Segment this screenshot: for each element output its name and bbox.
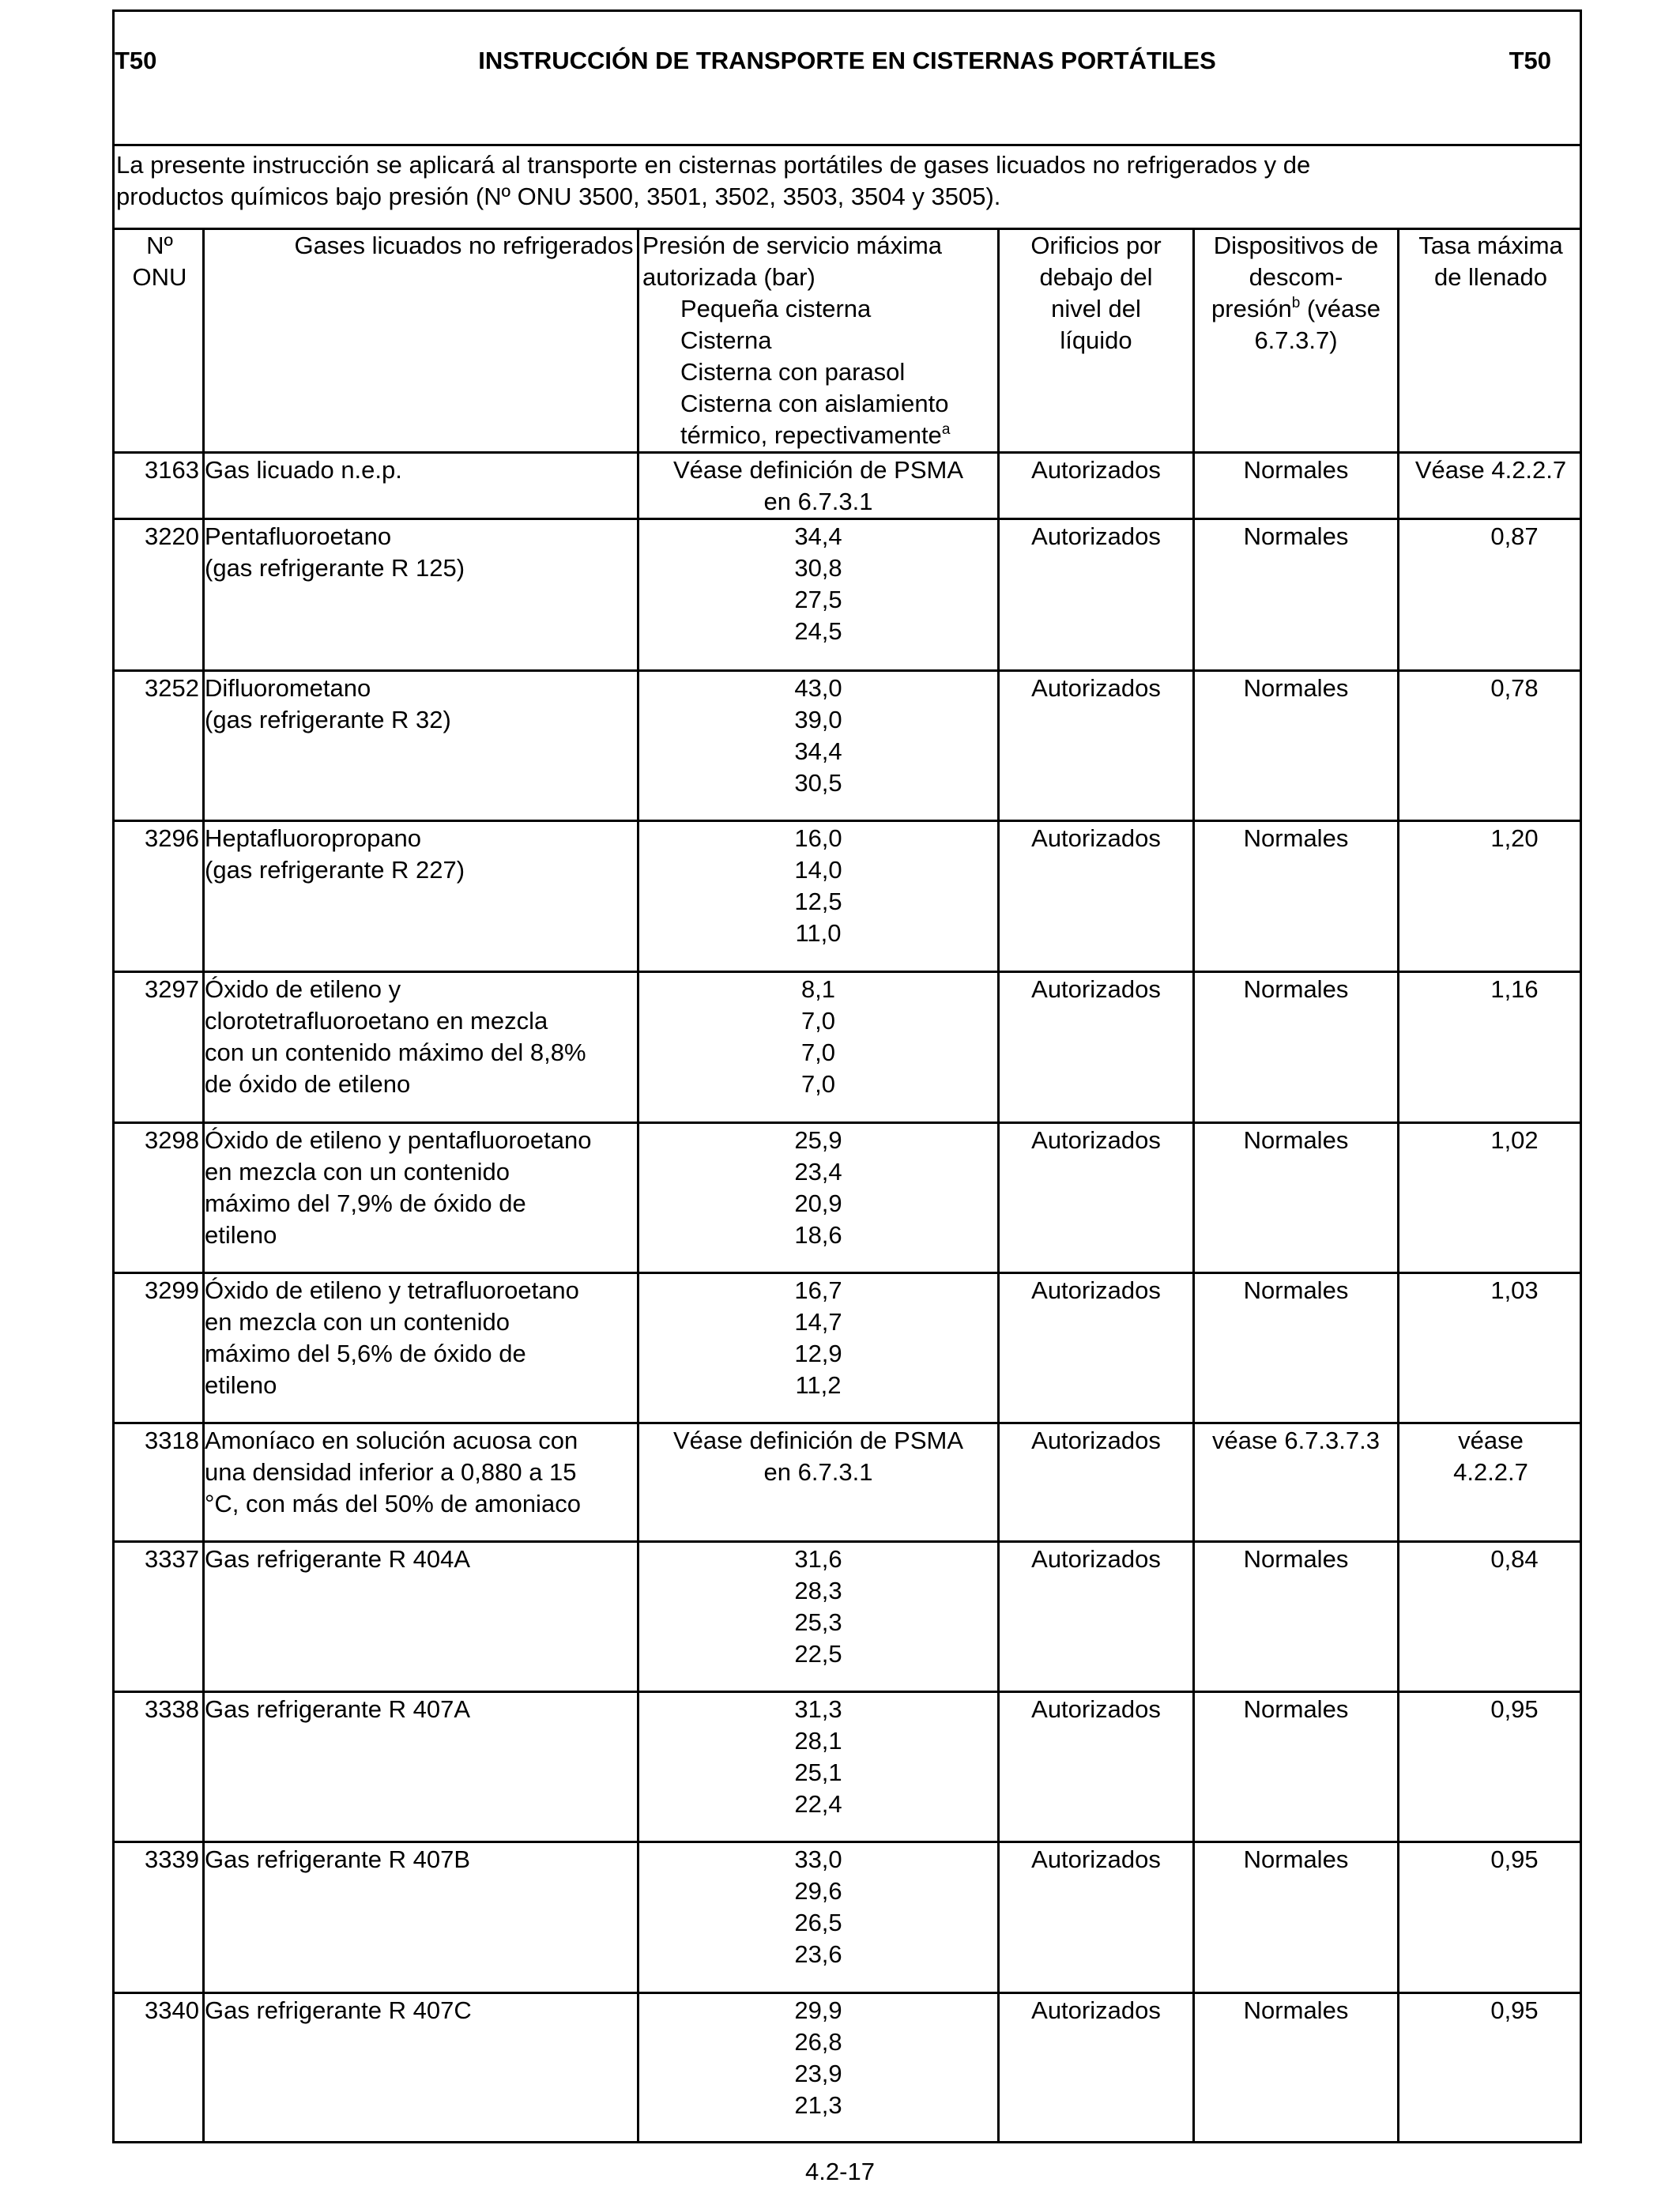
cell-onu-number bbox=[117, 1125, 199, 1156]
col-header-onu-line: ONU bbox=[132, 263, 187, 291]
dispositivos-value: Normales bbox=[1243, 674, 1349, 702]
cell-dispositivos bbox=[1195, 454, 1397, 486]
pressure-value: 30,8 bbox=[794, 554, 842, 582]
cell-onu-number bbox=[117, 673, 199, 704]
row-divider bbox=[115, 518, 1580, 520]
onu-number: 3299 bbox=[145, 1276, 199, 1304]
onu-number: 3252 bbox=[145, 674, 199, 702]
cell-pressure-values bbox=[639, 1694, 997, 1820]
cell-orificios bbox=[1000, 673, 1192, 704]
gas-name-line: clorotetrafluoroetano en mezcla bbox=[205, 1007, 548, 1035]
cell-pressure-values bbox=[639, 1995, 997, 2121]
col-header-tasa-line: de llenado bbox=[1433, 263, 1548, 291]
column-divider bbox=[202, 230, 205, 2141]
tasa-value: 0,95 bbox=[1490, 1695, 1539, 1723]
col-header-dispositivos-line: Dispositivos de bbox=[1213, 232, 1379, 259]
gas-name-line: Gas refrigerante R 407C bbox=[205, 1996, 472, 2024]
pressure-value: 7,0 bbox=[800, 1070, 836, 1098]
col-header-tasa-line: Tasa máxima bbox=[1418, 232, 1563, 259]
cell-orificios bbox=[1000, 1425, 1192, 1457]
cell-onu-number bbox=[117, 1275, 199, 1306]
orificios-value: Autorizados bbox=[1031, 824, 1161, 852]
cell-dispositivos bbox=[1195, 974, 1397, 1005]
cell-tasa-llenado bbox=[1399, 1275, 1582, 1306]
pressure-value: 23,6 bbox=[794, 1940, 842, 1968]
col-header-dispositivos-line: 6.7.3.7) bbox=[1254, 326, 1338, 354]
cell-onu-number bbox=[117, 1844, 199, 1875]
gas-name-line: Óxido de etileno y tetrafluoroetano bbox=[205, 1276, 579, 1304]
pressure-value: 34,4 bbox=[794, 737, 842, 765]
orificios-value: Autorizados bbox=[1031, 674, 1161, 702]
dispositivos-value: Normales bbox=[1243, 522, 1349, 550]
onu-number: 3163 bbox=[145, 456, 199, 484]
footnote-marker-a: a bbox=[941, 421, 951, 438]
gas-name-line: Óxido de etileno y pentafluoroetano bbox=[205, 1126, 592, 1154]
gas-name-line: máximo del 5,6% de óxido de bbox=[205, 1340, 526, 1367]
cell-tasa-llenado bbox=[1399, 1544, 1582, 1575]
cell-gas-name bbox=[205, 1275, 638, 1401]
cell-gas-name bbox=[205, 1694, 638, 1725]
cell-orificios bbox=[1000, 1844, 1192, 1875]
tasa-value: véase bbox=[1458, 1427, 1524, 1454]
cell-pressure-values bbox=[639, 1844, 997, 1970]
tasa-value: 1,16 bbox=[1490, 975, 1539, 1003]
cell-tasa-llenado bbox=[1399, 1125, 1582, 1156]
cell-gas-name bbox=[205, 454, 638, 486]
cell-orificios bbox=[1000, 1125, 1192, 1156]
pressure-value: 25,3 bbox=[794, 1608, 842, 1636]
col-header-dispositivos-text: presión bbox=[1211, 295, 1292, 322]
onu-number: 3338 bbox=[145, 1695, 199, 1723]
orificios-value: Autorizados bbox=[1031, 975, 1161, 1003]
cell-dispositivos bbox=[1195, 1544, 1397, 1575]
pressure-value: Véase definición de PSMA bbox=[672, 456, 964, 484]
gas-name-line: Gas refrigerante R 407A bbox=[205, 1695, 471, 1723]
pressure-value: 33,0 bbox=[794, 1845, 842, 1873]
cell-pressure-values bbox=[639, 521, 997, 647]
gas-name-line: (gas refrigerante R 32) bbox=[205, 706, 451, 733]
cell-onu-number bbox=[117, 1544, 199, 1575]
orificios-value: Autorizados bbox=[1031, 1427, 1161, 1454]
cell-gas-name bbox=[205, 974, 638, 1100]
column-divider bbox=[1397, 230, 1399, 2141]
cell-orificios bbox=[1000, 974, 1192, 1005]
tasa-value: 4.2.2.7 bbox=[1453, 1458, 1528, 1486]
substances-table bbox=[112, 228, 1582, 2143]
cell-dispositivos bbox=[1195, 1275, 1397, 1306]
col-header-orificios-line: Orificios por bbox=[1030, 232, 1162, 259]
cell-tasa-llenado bbox=[1399, 1995, 1582, 2026]
cell-orificios bbox=[1000, 454, 1192, 486]
cell-pressure-values bbox=[639, 1275, 997, 1401]
tasa-value: 1,03 bbox=[1490, 1276, 1539, 1304]
header-box bbox=[112, 9, 1582, 145]
dispositivos-value: Normales bbox=[1243, 456, 1349, 484]
pressure-value: 23,9 bbox=[794, 2060, 842, 2087]
gas-name-line: (gas refrigerante R 227) bbox=[205, 856, 465, 884]
col-header-presion bbox=[639, 230, 999, 451]
orificios-value: Autorizados bbox=[1031, 522, 1161, 550]
pressure-value: 25,1 bbox=[794, 1759, 842, 1786]
gas-name-line: (gas refrigerante R 125) bbox=[205, 554, 465, 582]
cell-onu-number bbox=[117, 454, 199, 486]
pressure-value: 28,3 bbox=[794, 1577, 842, 1604]
cell-tasa-llenado bbox=[1399, 1694, 1582, 1725]
intro-line-2: productos químicos bajo presión (Nº ONU 3500, 3501, 3502, 3503, 3504 y 3505). bbox=[116, 183, 1001, 210]
row-divider bbox=[115, 669, 1580, 672]
row-divider bbox=[115, 1841, 1580, 1843]
cell-pressure-values bbox=[639, 673, 997, 799]
col-header-presion-line: autorizada (bar) bbox=[642, 263, 816, 291]
orificios-value: Autorizados bbox=[1031, 1276, 1161, 1304]
cell-dispositivos bbox=[1195, 1995, 1397, 2026]
orificios-value: Autorizados bbox=[1031, 1695, 1161, 1723]
cell-tasa-llenado bbox=[1399, 974, 1582, 1005]
row-divider bbox=[115, 451, 1580, 454]
column-divider bbox=[997, 230, 1000, 2141]
cell-gas-name bbox=[205, 673, 638, 736]
instruction-code-left: T50 bbox=[115, 47, 157, 74]
cell-onu-number bbox=[117, 1694, 199, 1725]
row-divider bbox=[115, 1272, 1580, 1274]
column-divider bbox=[637, 230, 639, 2141]
onu-number: 3296 bbox=[145, 824, 199, 852]
footnote-marker-b: b bbox=[1291, 295, 1301, 311]
tasa-value: 0,78 bbox=[1490, 674, 1539, 702]
row-divider bbox=[115, 1992, 1580, 1994]
col-header-orificios-line: debajo del bbox=[1039, 263, 1153, 291]
cell-gas-name bbox=[205, 1995, 638, 2026]
cell-gas-name bbox=[205, 823, 638, 886]
onu-number: 3339 bbox=[145, 1845, 199, 1873]
pressure-value: 29,9 bbox=[794, 1996, 842, 2024]
pressure-value: 22,5 bbox=[794, 1640, 842, 1668]
dispositivos-value: Normales bbox=[1243, 1276, 1349, 1304]
gas-name-line: etileno bbox=[205, 1371, 277, 1399]
pressure-value: 30,5 bbox=[794, 769, 842, 797]
cell-tasa-llenado bbox=[1399, 673, 1582, 704]
orificios-value: Autorizados bbox=[1031, 1126, 1161, 1154]
col-header-presion-line: Cisterna bbox=[680, 326, 772, 354]
orificios-value: Autorizados bbox=[1031, 1996, 1161, 2024]
col-header-dispositivos bbox=[1195, 230, 1397, 356]
pressure-value: 18,6 bbox=[794, 1221, 842, 1249]
pressure-value: 25,9 bbox=[794, 1126, 842, 1154]
pressure-value: 14,7 bbox=[794, 1308, 842, 1336]
pressure-value: 31,6 bbox=[794, 1545, 842, 1573]
pressure-value: 12,5 bbox=[794, 888, 842, 915]
pressure-value: 14,0 bbox=[794, 856, 842, 884]
cell-orificios bbox=[1000, 1694, 1192, 1725]
onu-number: 3318 bbox=[145, 1427, 199, 1454]
orificios-value: Autorizados bbox=[1031, 1545, 1161, 1573]
col-header-presion-line: Presión de servicio máxima bbox=[642, 232, 943, 259]
cell-dispositivos bbox=[1195, 1125, 1397, 1156]
cell-orificios bbox=[1000, 1544, 1192, 1575]
tasa-value: 0,95 bbox=[1490, 1845, 1539, 1873]
cell-dispositivos bbox=[1195, 1425, 1397, 1457]
cell-gas-name bbox=[205, 1544, 638, 1575]
dispositivos-value: Normales bbox=[1243, 975, 1349, 1003]
row-divider bbox=[115, 820, 1580, 822]
pressure-value: 7,0 bbox=[800, 1039, 836, 1066]
pressure-value: 39,0 bbox=[794, 706, 842, 733]
intro-paragraph bbox=[112, 144, 1582, 229]
cell-pressure-values bbox=[639, 1425, 997, 1488]
cell-orificios bbox=[1000, 1995, 1192, 2026]
col-header-onu bbox=[117, 230, 202, 293]
cell-orificios bbox=[1000, 521, 1192, 552]
pressure-value: 16,0 bbox=[794, 824, 842, 852]
cell-pressure-values bbox=[639, 454, 997, 518]
pressure-value: 7,0 bbox=[800, 1007, 836, 1035]
col-header-onu-line: Nº bbox=[146, 232, 173, 259]
cell-pressure-values bbox=[639, 1544, 997, 1670]
dispositivos-value: Normales bbox=[1243, 1996, 1349, 2024]
pressure-value: 20,9 bbox=[794, 1189, 842, 1217]
dispositivos-value: Normales bbox=[1243, 1545, 1349, 1573]
cell-orificios bbox=[1000, 1275, 1192, 1306]
col-header-dispositivos-text: (véase bbox=[1300, 295, 1381, 322]
row-divider bbox=[115, 1122, 1580, 1124]
col-header-tasa bbox=[1399, 230, 1582, 293]
pressure-value: 12,9 bbox=[794, 1340, 842, 1367]
col-header-presion-line: Cisterna con aislamiento bbox=[680, 390, 949, 417]
cell-tasa-llenado bbox=[1399, 1425, 1582, 1488]
pressure-value: 31,3 bbox=[794, 1695, 842, 1723]
cell-gas-name bbox=[205, 1844, 638, 1875]
gas-name-line: máximo del 7,9% de óxido de bbox=[205, 1189, 526, 1217]
cell-onu-number bbox=[117, 521, 199, 552]
cell-pressure-values bbox=[639, 1125, 997, 1251]
col-header-orificios-line: líquido bbox=[1060, 326, 1132, 354]
pressure-value: 11,0 bbox=[795, 919, 842, 947]
onu-number: 3220 bbox=[145, 522, 199, 550]
gas-name-line: con un contenido máximo del 8,8% bbox=[205, 1039, 586, 1066]
cell-gas-name bbox=[205, 1425, 638, 1520]
dispositivos-value: Normales bbox=[1243, 1845, 1349, 1873]
gas-name-line: Amoníaco en solución acuosa con bbox=[205, 1427, 578, 1454]
gas-name-line: de óxido de etileno bbox=[205, 1070, 411, 1098]
gas-name-line: Gas refrigerante R 407B bbox=[205, 1845, 471, 1873]
dispositivos-value: Normales bbox=[1243, 1695, 1349, 1723]
col-header-presion-line: Pequeña cisterna bbox=[680, 295, 872, 322]
dispositivos-value: Normales bbox=[1243, 1126, 1349, 1154]
cell-tasa-llenado bbox=[1399, 1844, 1582, 1875]
onu-number: 3337 bbox=[145, 1545, 199, 1573]
page-title: INSTRUCCIÓN DE TRANSPORTE EN CISTERNAS PORTÁTILES bbox=[478, 47, 1216, 74]
col-header-presion-line: Cisterna con parasol bbox=[680, 358, 906, 386]
tasa-value: 0,95 bbox=[1490, 1996, 1539, 2024]
col-header-gases-line: Gases licuados no refrigerados bbox=[294, 232, 634, 259]
pressure-value: 21,3 bbox=[794, 2091, 842, 2119]
pressure-value: 8,1 bbox=[800, 975, 836, 1003]
row-divider bbox=[115, 1691, 1580, 1693]
col-header-orificios bbox=[1000, 230, 1192, 356]
cell-dispositivos bbox=[1195, 1844, 1397, 1875]
cell-dispositivos bbox=[1195, 1694, 1397, 1725]
page-number: 4.2-17 bbox=[805, 2158, 875, 2185]
tasa-value: 1,02 bbox=[1490, 1126, 1539, 1154]
pressure-value: en 6.7.3.1 bbox=[763, 1458, 873, 1486]
pressure-value: 26,5 bbox=[794, 1909, 842, 1936]
col-header-presion-line bbox=[642, 420, 999, 451]
pressure-value: 34,4 bbox=[794, 522, 842, 550]
dispositivos-value: Normales bbox=[1243, 824, 1349, 852]
onu-number: 3297 bbox=[145, 975, 199, 1003]
cell-tasa-llenado bbox=[1399, 454, 1582, 486]
gas-name-line: Heptafluoropropano bbox=[205, 824, 422, 852]
pressure-value: 29,6 bbox=[794, 1877, 842, 1905]
col-header-dispositivos-line: descom- bbox=[1249, 263, 1343, 291]
orificios-value: Autorizados bbox=[1031, 1845, 1161, 1873]
cell-onu-number bbox=[117, 1425, 199, 1457]
tasa-value: 1,20 bbox=[1490, 824, 1539, 852]
row-divider bbox=[115, 1540, 1580, 1543]
pressure-value: 11,2 bbox=[795, 1371, 842, 1399]
cell-gas-name bbox=[205, 1125, 638, 1251]
gas-name-line: una densidad inferior a 0,880 a 15 bbox=[205, 1458, 577, 1486]
cell-onu-number bbox=[117, 974, 199, 1005]
gas-name-line: Difluorometano bbox=[205, 674, 371, 702]
row-divider bbox=[115, 1422, 1580, 1424]
gas-name-line: Óxido de etileno y bbox=[205, 975, 401, 1003]
orificios-value: Autorizados bbox=[1031, 456, 1161, 484]
pressure-value: 24,5 bbox=[794, 617, 842, 645]
gas-name-line: en mezcla con un contenido bbox=[205, 1158, 510, 1186]
pressure-value: 43,0 bbox=[794, 674, 842, 702]
column-divider bbox=[1192, 230, 1195, 2141]
pressure-value: 22,4 bbox=[794, 1790, 842, 1818]
pressure-value: 28,1 bbox=[794, 1727, 842, 1755]
row-divider bbox=[115, 971, 1580, 973]
cell-dispositivos bbox=[1195, 673, 1397, 704]
pressure-value: 16,7 bbox=[794, 1276, 842, 1304]
gas-name-line: etileno bbox=[205, 1221, 277, 1249]
cell-dispositivos bbox=[1195, 521, 1397, 552]
instruction-code-right: T50 bbox=[1509, 47, 1551, 74]
cell-pressure-values bbox=[639, 823, 997, 949]
pressure-value: Véase definición de PSMA bbox=[672, 1427, 964, 1454]
onu-number: 3298 bbox=[145, 1126, 199, 1154]
cell-dispositivos bbox=[1195, 823, 1397, 854]
tasa-value: 0,84 bbox=[1490, 1545, 1539, 1573]
gas-name-line: en mezcla con un contenido bbox=[205, 1308, 510, 1336]
gas-name-line: °C, con más del 50% de amoniaco bbox=[205, 1490, 581, 1517]
gas-name-line: Pentafluoroetano bbox=[205, 522, 392, 550]
cell-onu-number bbox=[117, 823, 199, 854]
pressure-value: 23,4 bbox=[794, 1158, 842, 1186]
col-header-dispositivos-line bbox=[1195, 293, 1397, 325]
pressure-value: en 6.7.3.1 bbox=[763, 488, 873, 515]
tasa-value: Véase 4.2.2.7 bbox=[1414, 456, 1567, 484]
cell-gas-name bbox=[205, 521, 638, 584]
col-header-orificios-line: nivel del bbox=[1051, 295, 1141, 322]
cell-orificios bbox=[1000, 823, 1192, 854]
cell-onu-number bbox=[117, 1995, 199, 2026]
pressure-value: 27,5 bbox=[794, 586, 842, 613]
dispositivos-value: véase 6.7.3.7.3 bbox=[1212, 1427, 1380, 1454]
cell-tasa-llenado bbox=[1399, 823, 1582, 854]
gas-name-line: Gas licuado n.e.p. bbox=[205, 456, 402, 484]
cell-pressure-values bbox=[639, 974, 997, 1100]
gas-name-line: Gas refrigerante R 404A bbox=[205, 1545, 471, 1573]
intro-line-1: La presente instrucción se aplicará al transporte en cisternas portátiles de gases licuados no refrigerados y de bbox=[116, 151, 1311, 179]
cell-tasa-llenado bbox=[1399, 521, 1582, 552]
onu-number: 3340 bbox=[145, 1996, 199, 2024]
pressure-value: 26,8 bbox=[794, 2028, 842, 2056]
col-header-presion-text: térmico, repectivamente bbox=[680, 421, 942, 449]
tasa-value: 0,87 bbox=[1490, 522, 1539, 550]
